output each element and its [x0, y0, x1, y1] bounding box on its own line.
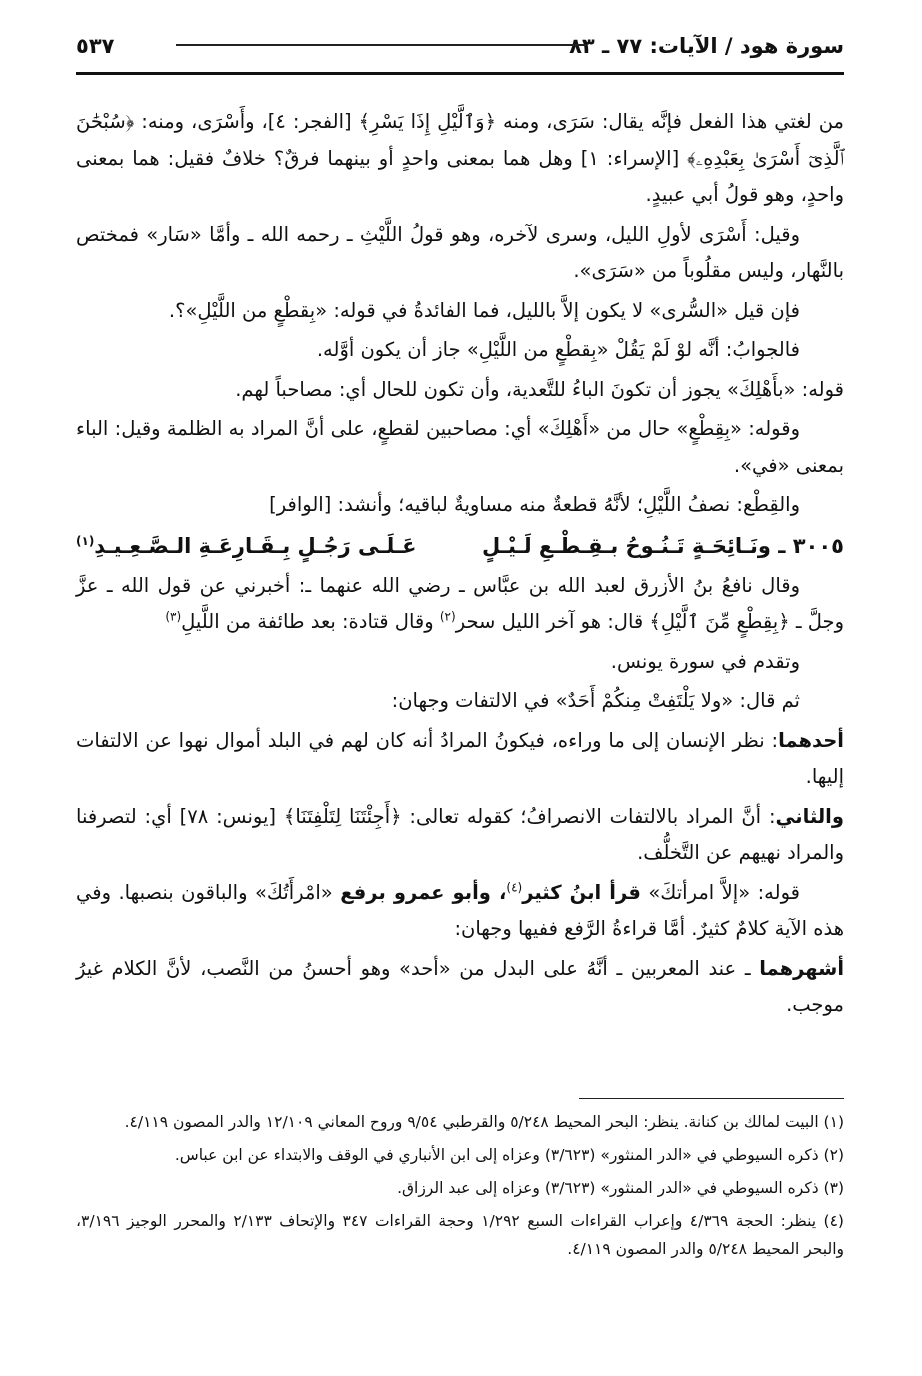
- footnote-ref: (١): [76, 533, 95, 548]
- footnote: (٣) ذكره السيوطي في «الدر المنثور» (٣/٦٢٣) وعزاه إلى عبد الرزاق.: [397, 1179, 844, 1197]
- paragraph: وتقدم في سورة يونس.: [610, 649, 800, 673]
- verse-second-hemistich: عَـلَـى رَجُـلٍ بِـقَـارِعَـةِ الـصَّـعِـيـدِ$^{(١)}$: [76, 533, 417, 558]
- verse-first-hemistich: ٣٠٠٥ ـ ونَـائِحَـةٍ تَـنُـوحُ بـقِـطْـعِ لَـيْـلٍ: [482, 533, 844, 558]
- paragraph: وقال نافعُ بنُ الأزرق لعبد الله بن عبَّاس ـ رضي الله عنهما ـ: أخبرني عن قول الله ـ عزَّ وجلَّ ـ ﴿بِقِطْعٍ مِّنَ ٱلَّيْلِ﴾ قال: هو آخر الليل سحر$^{(٢)}$ وقال قتادة: بعد طائفة من اللَّيلِ$^{(٣)}$: [76, 573, 844, 633]
- footnote-ref: (٢): [439, 609, 456, 624]
- paragraph: ثم قال: «ولا يَلْتَفِتْ مِنكُمْ أَحَدٌ» في الالتفات وجهان:: [391, 689, 800, 712]
- paragraph: قوله: «إلاَّ امرأتكَ» قرأ ابنُ كثير$^{(٤)}$، وأبو عمرو برفع «امْرأَتُكَ» والباقون بنصبها. وفي هذه الآية كلامٌ كثيرٌ. أمَّا قراءةُ الرَّفع ففيها وجهان:: [76, 880, 844, 940]
- paragraph: أشهرهما ـ عند المعربين ـ أنَّهُ على البدل من «أحد» وهو أحسنُ من النَّصب، لأنَّ الكلام غيرُ موجب.: [76, 956, 844, 1016]
- header-dash-line: [176, 44, 586, 47]
- paragraph: والقِطْع: نصفُ اللَّيْلِ؛ لأنَّهُ قطعةٌ منه مساويةٌ لباقيه؛ وأنشد: [الوافر]: [269, 493, 800, 516]
- header-rule: [76, 72, 844, 75]
- footnote-ref: (٤): [506, 880, 523, 894]
- poetry-verse: [76, 527, 844, 565]
- paragraph: قوله: «بأَهْلِكَ» يجوز أن تكونَ الباءُ للتَّعدية، وأن تكون للحال أي: مصاحباً لهم.: [235, 377, 844, 401]
- header-title: سورة هود / الآيات: ٧٧ ـ ٨٣: [569, 34, 844, 58]
- lead-term: أشهرهما: [759, 956, 844, 980]
- paragraph: وقيل: أَسْرَى لأولِ الليل، وسرى لآخره، وهو قولُ اللَّيْثِ ـ رحمه الله ـ وأمَّا «سَار» فمختص بالنَّهار، وليس مقلُوباً من «سَرَى».: [76, 222, 844, 282]
- footnote-separator: [579, 1098, 844, 1099]
- paragraph: فالجوابُ: أنَّه لوْ لَمْ يَقُلْ «بِقطْعٍ من اللَّيْلِ» جاز أن يكون أوَّله.: [316, 338, 800, 361]
- lead-term: والثاني: [775, 804, 844, 828]
- paragraph: فإن قيل «السُّرى» لا يكون إلاَّ بالليل، فما الفائدةُ في قوله: «بِقطْعٍ من اللَّيْلِ»؟.: [168, 298, 800, 322]
- reader-name: قرأ ابنُ كثير: [522, 880, 641, 904]
- footnote: (٤) ينظر: الحجة ٤/٣٦٩ وإعراب القراءات السبع ١/٢٩٢ وحجة القراءات ٣٤٧ والإتحاف ٢/١٣٣ والمحرر الوجيز ٣/١٩٦، والبحر المحيط ٥/٢٤٨ والدر المصون ٤/١١٩.: [76, 1212, 844, 1258]
- footnote-ref: (٣): [165, 609, 182, 624]
- paragraph: وقوله: «بِقِطْعٍ» حال من «أَهْلِكَ» أي: مصاحبين لقطعٍ، على أنَّ المراد به الظلمة وقيل: الباء بمعنى «في».: [76, 417, 844, 477]
- paragraph: من لغتي هذا الفعل فإنَّه يقال: سَرَى، ومنه ﴿وَٱلَّيْلِ إِذَا يَسْرِ﴾ [الفجر: ٤]، وأَسْرَى، ومنه: ﴿سُبْحَٰنَ ٱلَّذِىٓ أَسْرَىٰ بِعَبْدِهِۦ﴾ [الإسراء: ١] وهل هما بمعنى واحدٍ أو بينهما فرقٌ؟ خلافٌ فقيل: هما بمعنى واحدٍ، وهو قولُ أبي عبيدٍ.: [76, 110, 844, 206]
- page-number: ٥٣٧: [76, 34, 115, 58]
- running-header: [76, 34, 844, 74]
- footnote: (١) البيت لمالك بن كنانة. ينظر: البحر المحيط ٥/٢٤٨ والقرطبي ٩/٥٤ وروح المعاني ١٢/١٠٩ والدر المصون ٤/١١٩.: [124, 1113, 844, 1131]
- footnotes: [76, 1108, 844, 1268]
- paragraph: أحدهما: نظر الإنسان إلى ما وراءه، فيكونُ المرادُ أنه كان لهم في البلد أموال نهوا عن الالتفات إليها.: [76, 728, 844, 788]
- reader-name: ، وأبو عمرو برفع: [340, 880, 507, 904]
- footnote: (٢) ذكره السيوطي في «الدر المنثور» (٣/٦٢٣) وعزاه إلى ابن الأنباري في الوقف والابتداء عن ابن عباس.: [174, 1146, 844, 1164]
- lead-term: أحدهما: [778, 728, 844, 752]
- main-text: [76, 104, 844, 1027]
- paragraph: والثاني: أنَّ المراد بالالتفات الانصرافُ؛ كقوله تعالى: ﴿أَجِئْتَنَا لِتَلْفِتَنَا﴾ [يونس: ٧٨] أي: لتصرفنا والمراد نهيهم عن التَّخلُّف.: [76, 804, 844, 864]
